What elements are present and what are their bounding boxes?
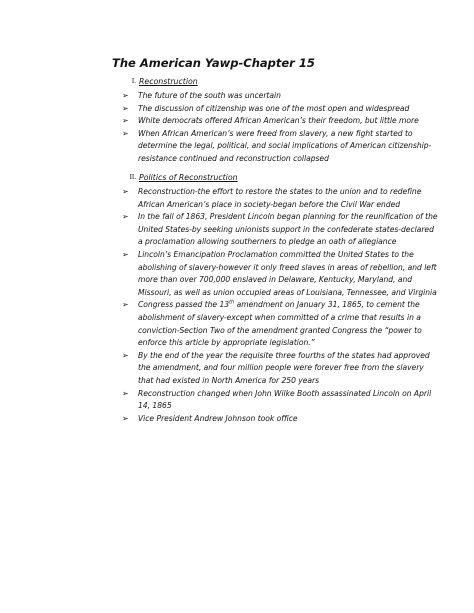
bullet-text: When African American’s were freed from slavery, a new fight started to determine the legal, political, and social implications of American citizenship-resistance continued and reconstruction collapsed [138, 128, 432, 163]
bullet-text: In the fall of 1863, President Lincoln began planning for the reunification of the United States-by seeking unionists support in the confederate states-declared a proclamation allowing southerners to pledge an oath of allegiance [138, 212, 438, 247]
arrow-bullet-icon: ➢ [122, 350, 129, 360]
arrow-bullet-icon: ➢ [122, 187, 129, 196]
bullet-text: White democrats offered African American’s their freedom, but little more [138, 116, 419, 126]
list-item [118, 186, 438, 211]
list-item [118, 299, 438, 349]
document-title: The American Yawp-Chapter 15 [112, 56, 315, 70]
list-item [118, 350, 438, 388]
bullet-text: Lincoln’s Emancipation Proclamation committed the United States to the abolishing of slavery-however it only freed slaves in areas of rebellion, and left more than over 700,000 enslaved in Delaware, Kentucky, Maryland, and Missouri, as well as union occupied areas of Louisiana, Tennessee, and Virginia [138, 249, 437, 297]
list-item [118, 103, 438, 116]
section-reconstruction [118, 77, 438, 166]
list-item [118, 211, 438, 249]
superscript: th [229, 299, 235, 306]
bullet-text [138, 299, 438, 349]
list-item [118, 413, 438, 426]
bullet-text: By the end of the year the requisite three fourths of the states had approved the amendment, and four million people were forever free from the slavery that had existed in North America for 250 years [138, 350, 430, 385]
bullet-text-part: Congress passed the 13 [138, 300, 230, 310]
section-header [118, 77, 438, 90]
arrow-bullet-icon: ➢ [122, 300, 129, 310]
section-heading: Politics of Reconstruction [139, 173, 238, 182]
arrow-bullet-icon: ➢ [122, 413, 129, 423]
arrow-bullet-icon: ➢ [122, 249, 129, 259]
bullet-text: Reconstruction changed when John Wilke Booth assassinated Lincoln on April 14, 1865 [138, 388, 432, 411]
arrow-bullet-icon: ➢ [122, 103, 129, 113]
arrow-bullet-icon: ➢ [122, 116, 129, 126]
section-numeral: II. [129, 173, 136, 181]
section-header [118, 173, 438, 186]
bullet-text: Vice President Andrew Johnson took office [138, 413, 298, 423]
list-item [118, 388, 438, 413]
bullet-text: Reconstruction-the effort to restore the states to the union and to redefine African American’s place in society-began before the Civil War ended [138, 187, 422, 209]
arrow-bullet-icon: ➢ [122, 128, 129, 138]
bullet-text: The future of the south was uncertain [138, 91, 281, 100]
list-item [118, 249, 438, 299]
list-item [118, 115, 438, 128]
list-item [118, 128, 438, 166]
section-numeral: I. [131, 77, 136, 85]
arrow-bullet-icon: ➢ [122, 91, 129, 100]
list-item [118, 90, 438, 103]
section-politics-of-reconstruction [118, 173, 438, 425]
bullet-text: The discussion of citizenship was one of the most open and widespread [138, 103, 410, 113]
arrow-bullet-icon: ➢ [122, 212, 129, 222]
arrow-bullet-icon: ➢ [122, 388, 129, 398]
bullet-text-part: amendment on January 31, 1865, to cement the abolishment of slavery-except when committed of a crime that results in a conviction-Section Two of the amendment granted Congress the “power to enforce this article by appropriate legislation.” [138, 300, 422, 348]
section-heading: Reconstruction [139, 77, 198, 86]
